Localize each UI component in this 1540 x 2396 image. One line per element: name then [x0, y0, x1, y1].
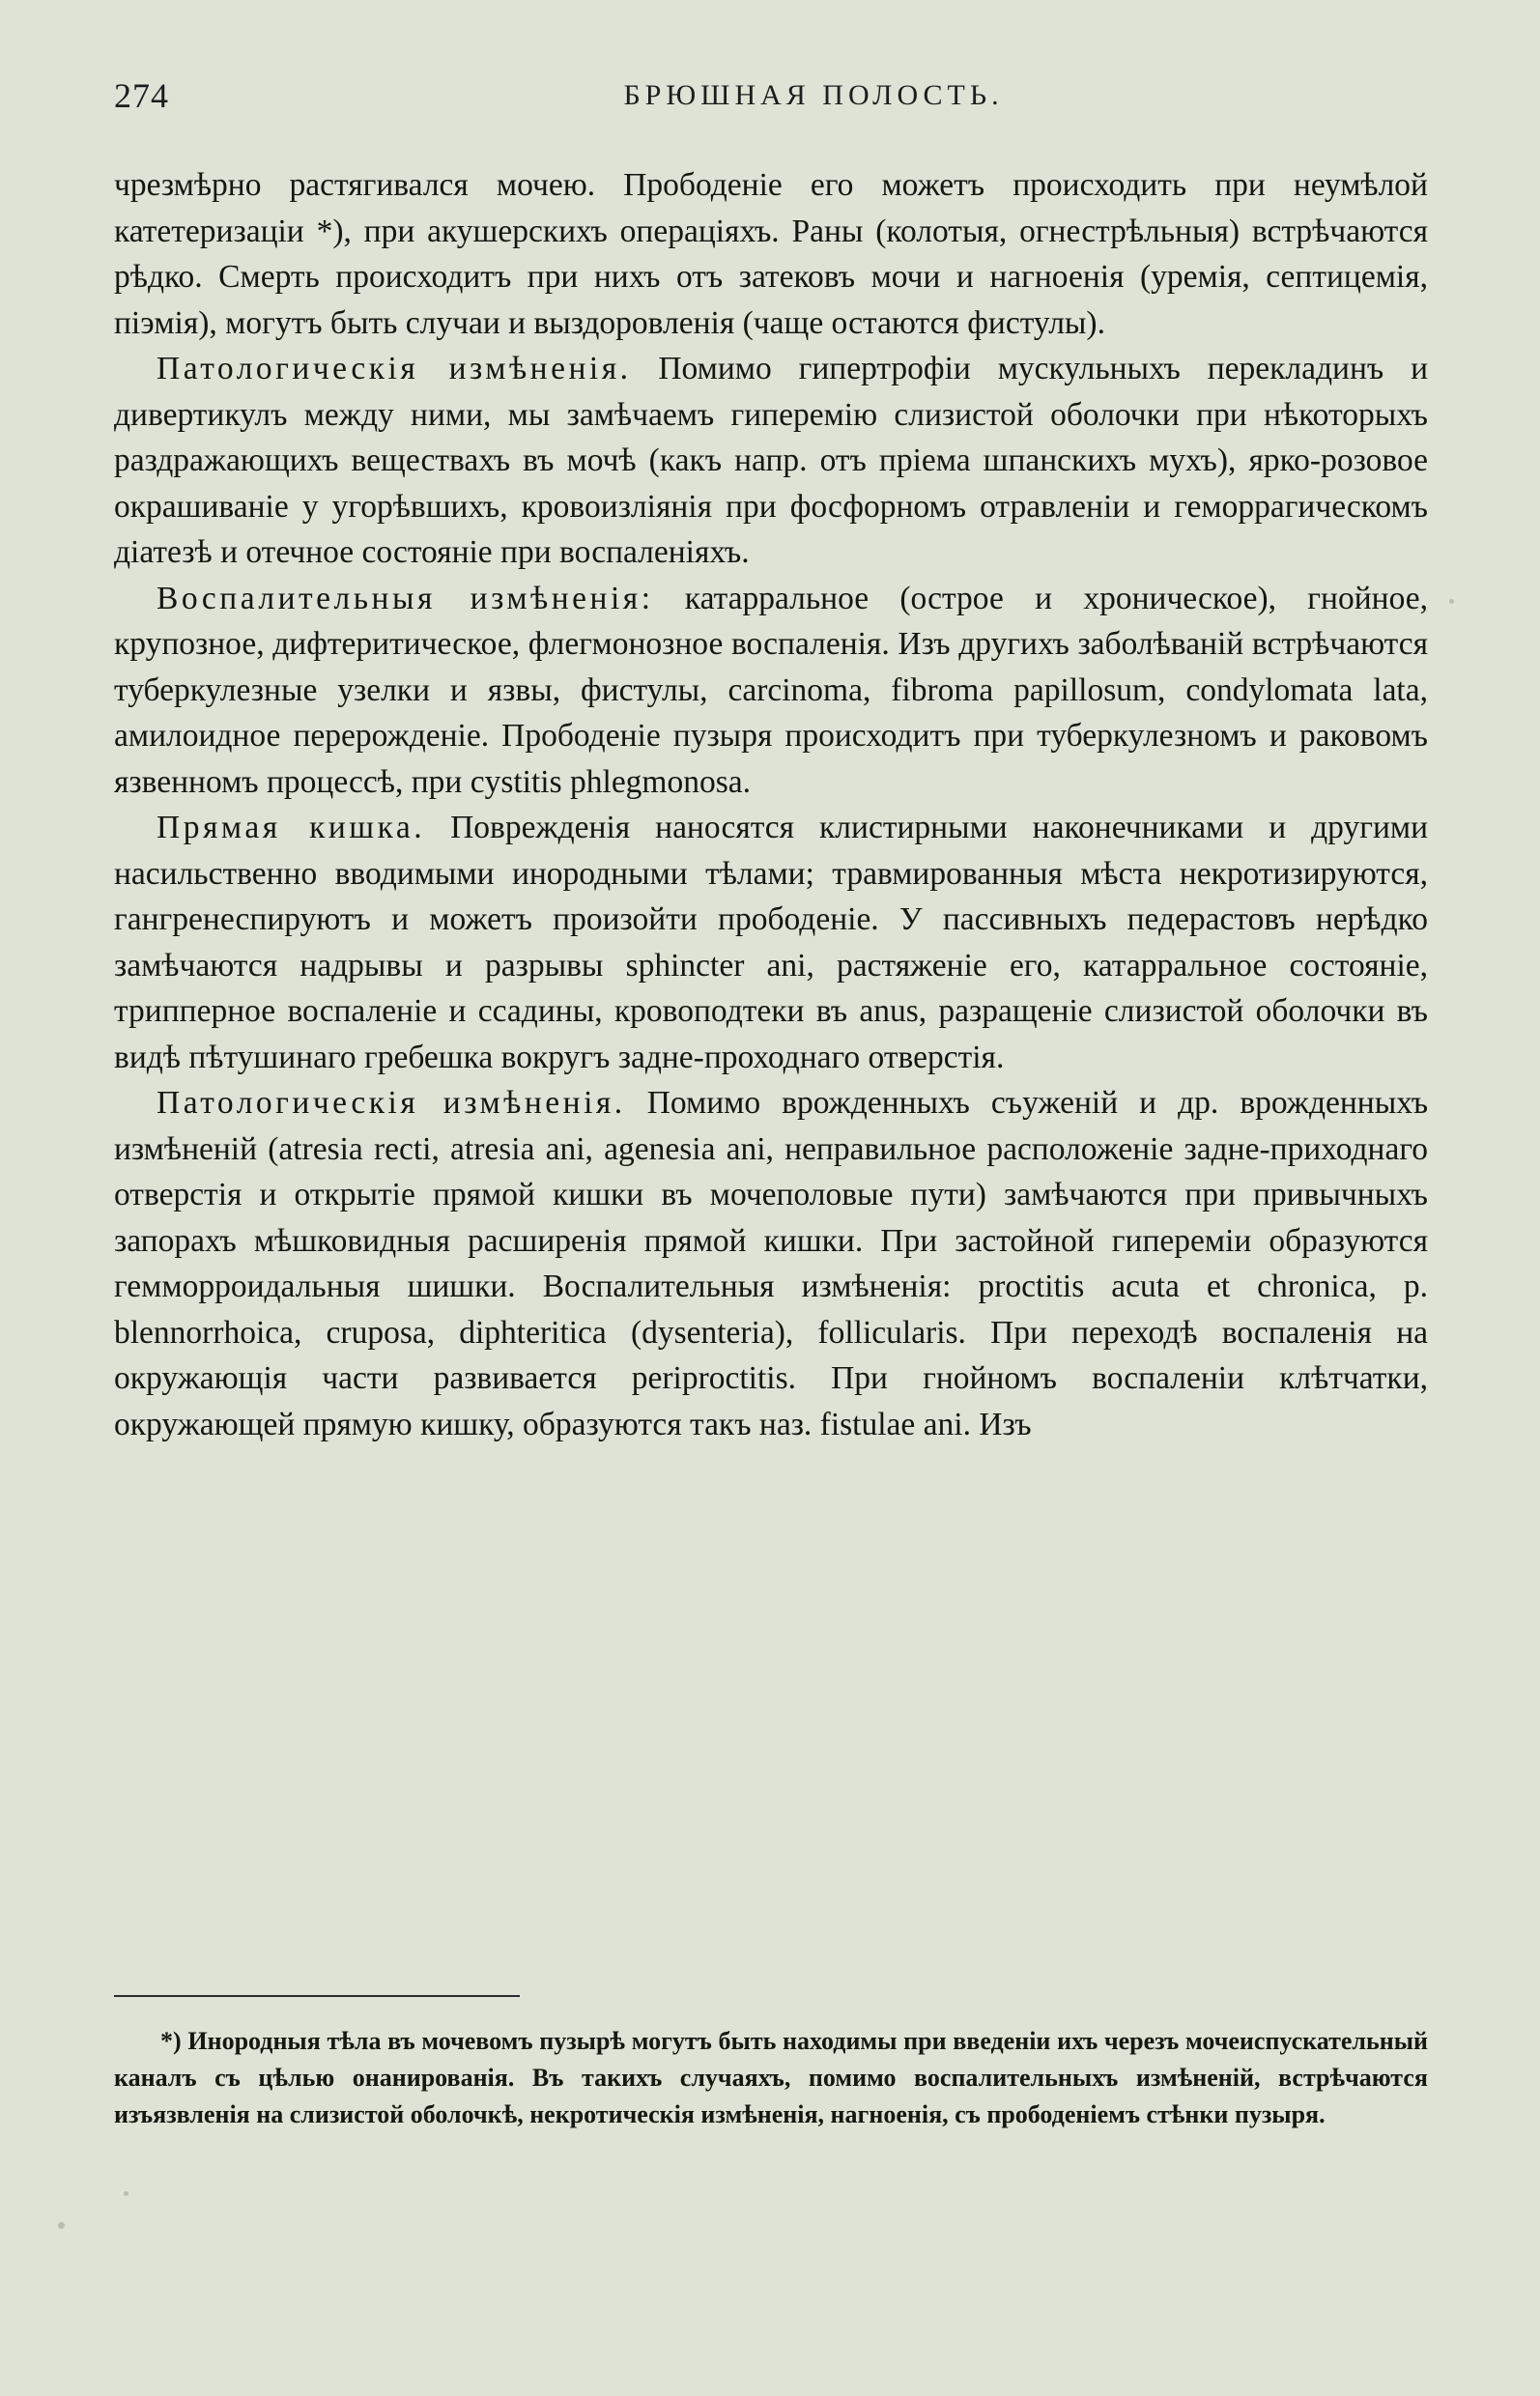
footnote-marker: *) [160, 2027, 182, 2055]
paragraph-2-text: Помимо гипертрофіи мускульныхъ перекладинъ и дивертикулъ между ними, мы замѣчаемъ гиперемію слизистой оболочки при нѣкоторыхъ раздражающихъ веществахъ въ мочѣ (какъ напр. отъ пріема шпанскихъ мухъ), ярко-розовое окрашиваніе у угорѣвшихъ, кровоизліянія при фосфорномъ отравленіи и геморрагическомъ діатезѣ и отечное состояніе при воспаленіяхъ. [114, 351, 1428, 570]
paragraph-3-text: катарральное (острое и хроническое), гнойное, крупозное, дифтеритическое, флегмонозное воспаленія. Изъ другихъ заболѣваній встрѣчаются туберкулезные узелки и язвы, фистулы, carcinoma, fibroma papillosum, condylomata lata, амилоидное перерожденіе. Прободеніе пузыря происходитъ при туберкулезномъ и раковомъ язвенномъ процессѣ, при cystitis phlegmonosa. [114, 580, 1428, 800]
paragraph-3 [114, 576, 1428, 806]
paper-speck [1449, 599, 1454, 604]
paragraph-3-lead: Воспалительныя измѣненія: [157, 580, 654, 616]
footnote-separator-rule [114, 1995, 520, 1997]
paragraph-5-text: Помимо врожденныхъ съуженій и др. врожденныхъ измѣненій (atresia recti, atresia ani, agenesia ani, неправильное расположеніе задне-приходнаго отверстія и открытіе прямой кишки въ мочеполовые пути) замѣчаются при привычныхъ запорахъ мѣшковидныя расширенія прямой кишки. При застойной гипереміи образуются гемморроидальныя шишки. Воспалительныя измѣненія: proctitis acuta et chronica, p. blennorrhoica, cruposa, diphteritica (dysenteria), follicularis. При переходѣ воспаленія на окружающія части развивается periproctitis. При гнойномъ воспаленіи клѣтчатки, окружающей прямую кишку, образуются такъ наз. fistulae ani. Изъ [114, 1085, 1429, 1442]
page-header [114, 75, 1426, 122]
paragraph-1 [114, 162, 1428, 346]
paragraph-5-lead: Патологическія измѣненія. [157, 1085, 626, 1121]
paragraph-4-text: Поврежденія наносятся клистирными наконечниками и другими насильственно вводимыми инородными тѣлами; травмированныя мѣста некротизируются, гангренеспируютъ и можетъ произойти прободеніе. У пассивныхъ педерастовъ нерѣдко замѣчаются надрывы и разрывы sphincter ani, растяженіе его, катарральное состояніе, трипперное воспаленіе и ссадины, кровоподтеки въ anus, разращеніе слизистой оболочки въ видѣ пѣтушинаго гребешка вокругъ задне-проходнаго отверстія. [114, 810, 1428, 1075]
paragraph-5 [114, 1080, 1428, 1447]
paragraph-4 [114, 805, 1428, 1080]
page-body-text [114, 162, 1428, 1447]
paragraph-4-lead: Прямая кишка. [157, 810, 426, 845]
footnote-paragraph [114, 2023, 1428, 2133]
paper-speck [58, 2222, 65, 2229]
paragraph-1-text: чрезмѣрно растягивался мочею. Прободеніе его можетъ происходить при неумѣлой катетеризаціи *), при акушерскихъ операціяхъ. Раны (колотыя, огнестрѣльныя) встрѣчаются рѣдко. Смерть происходитъ при нихъ отъ затековъ мочи и нагноенія (уремія, септицемія, піэмія), могутъ быть случаи и выздоровленія (чаще остаются фистулы). [114, 167, 1428, 341]
page-number: 274 [114, 76, 169, 115]
paragraph-2-lead: Патологическія измѣненія. [157, 351, 632, 386]
paper-speck [124, 2191, 128, 2196]
footnote-text: Инородныя тѣла въ мочевомъ пузырѣ могутъ быть находимы при введеніи ихъ черезъ мочеиспускательный каналъ съ цѣлью онанированія. Въ такихъ случаяхъ, помимо воспалительныхъ измѣненій, встрѣчаются изъязвленія на слизистой оболочкѣ, некротическія измѣненія, нагноенія, съ прободеніемъ стѣнки пузыря. [114, 2027, 1428, 2128]
running-head: БРЮШНАЯ ПОЛОСТЬ. [623, 79, 1004, 111]
footnote [114, 2023, 1428, 2133]
paragraph-2 [114, 346, 1428, 576]
